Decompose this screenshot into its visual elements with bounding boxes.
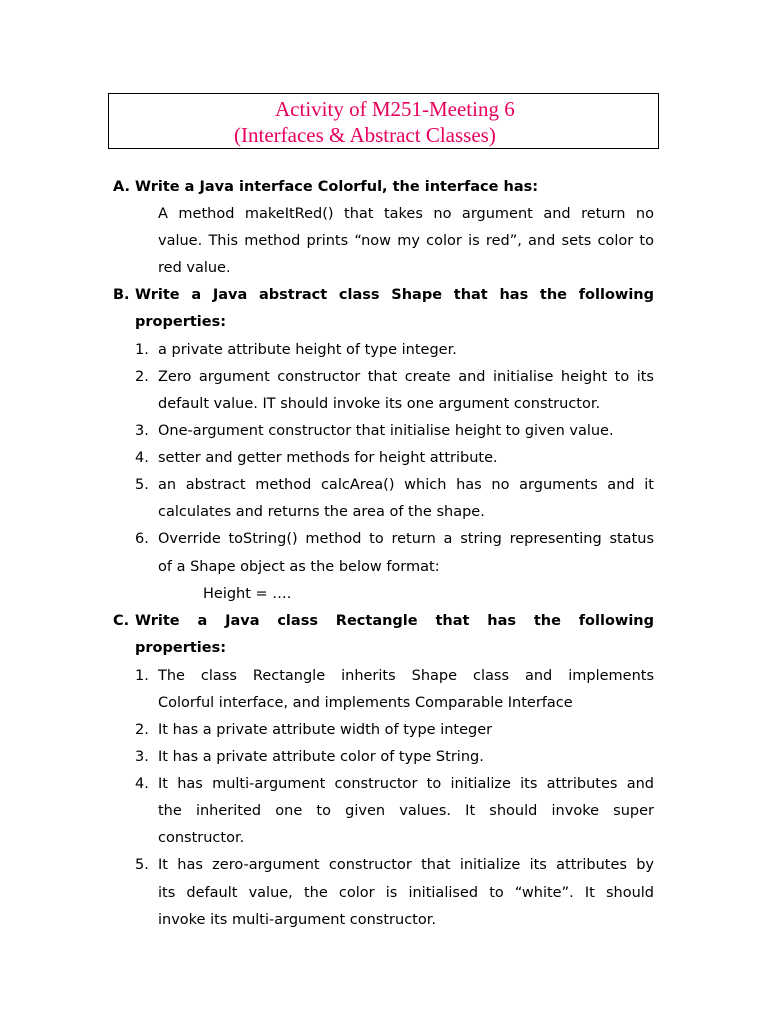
format-example: Height = …. [203,586,292,602]
section-a-body-line: A method makeItRed() that takes no argument and return no [158,206,654,222]
list-item-number: 4. [135,450,149,466]
section-a-marker: A. [113,179,130,195]
list-item-text: Zero argument constructor that create and initialise height to its [158,369,654,385]
list-item-text: calculates and returns the area of the shape. [158,504,485,520]
section-c-heading: Write a Java class Rectangle that has the following [135,613,654,629]
list-item-text: its default value, the color is initialised to “white”. It should [158,885,654,901]
list-item-number: 5. [135,477,149,493]
section-c-heading: properties: [135,640,227,656]
list-item-number: 3. [135,749,149,765]
list-item-number: 6. [135,531,149,547]
section-a-heading: Write a Java interface Colorful, the interface has: [135,179,539,195]
section-a-body-line: value. This method prints “now my color is red”, and sets color to [158,233,654,249]
list-item-number: 4. [135,776,149,792]
list-item-number: 2. [135,369,149,385]
section-b-marker: B. [113,287,130,303]
list-item-number: 1. [135,342,149,358]
list-item-number: 2. [135,722,149,738]
list-item-text: Override toString() method to return a string representing status [158,531,654,547]
document-title: Activity of M251-Meeting 6 [275,97,515,121]
section-b-heading: Write a Java abstract class Shape that has the following [135,287,654,303]
list-item-text: It has a private attribute width of type integer [158,722,493,738]
list-item-text: an abstract method calcArea() which has no arguments and it [158,477,654,493]
list-item-text: The class Rectangle inherits Shape class and implements [158,668,654,684]
list-item-number: 5. [135,857,149,873]
list-item-text: One-argument constructor that initialise height to given value. [158,423,614,439]
list-item-text: constructor. [158,830,245,846]
list-item-text: It has a private attribute color of type String. [158,749,484,765]
list-item-text: invoke its multi-argument constructor. [158,912,436,928]
list-item-number: 1. [135,668,149,684]
document-subtitle: (Interfaces & Abstract Classes) [234,123,496,147]
list-item-text: the inherited one to given values. It should invoke super [158,803,654,819]
list-item-text: a private attribute height of type integer. [158,342,457,358]
section-a-body-line: red value. [158,260,231,276]
section-b-heading: properties: [135,314,227,330]
list-item-number: 3. [135,423,149,439]
list-item-text: of a Shape object as the below format: [158,559,440,575]
title-box [108,93,659,149]
list-item-text: default value. IT should invoke its one argument constructor. [158,396,601,412]
list-item-text: Colorful interface, and implements Comparable Interface [158,695,573,711]
list-item-text: It has zero-argument constructor that initialize its attributes by [158,857,654,873]
section-c-marker: C. [113,613,130,629]
list-item-text: It has multi-argument constructor to initialize its attributes and [158,776,654,792]
list-item-text: setter and getter methods for height attribute. [158,450,498,466]
